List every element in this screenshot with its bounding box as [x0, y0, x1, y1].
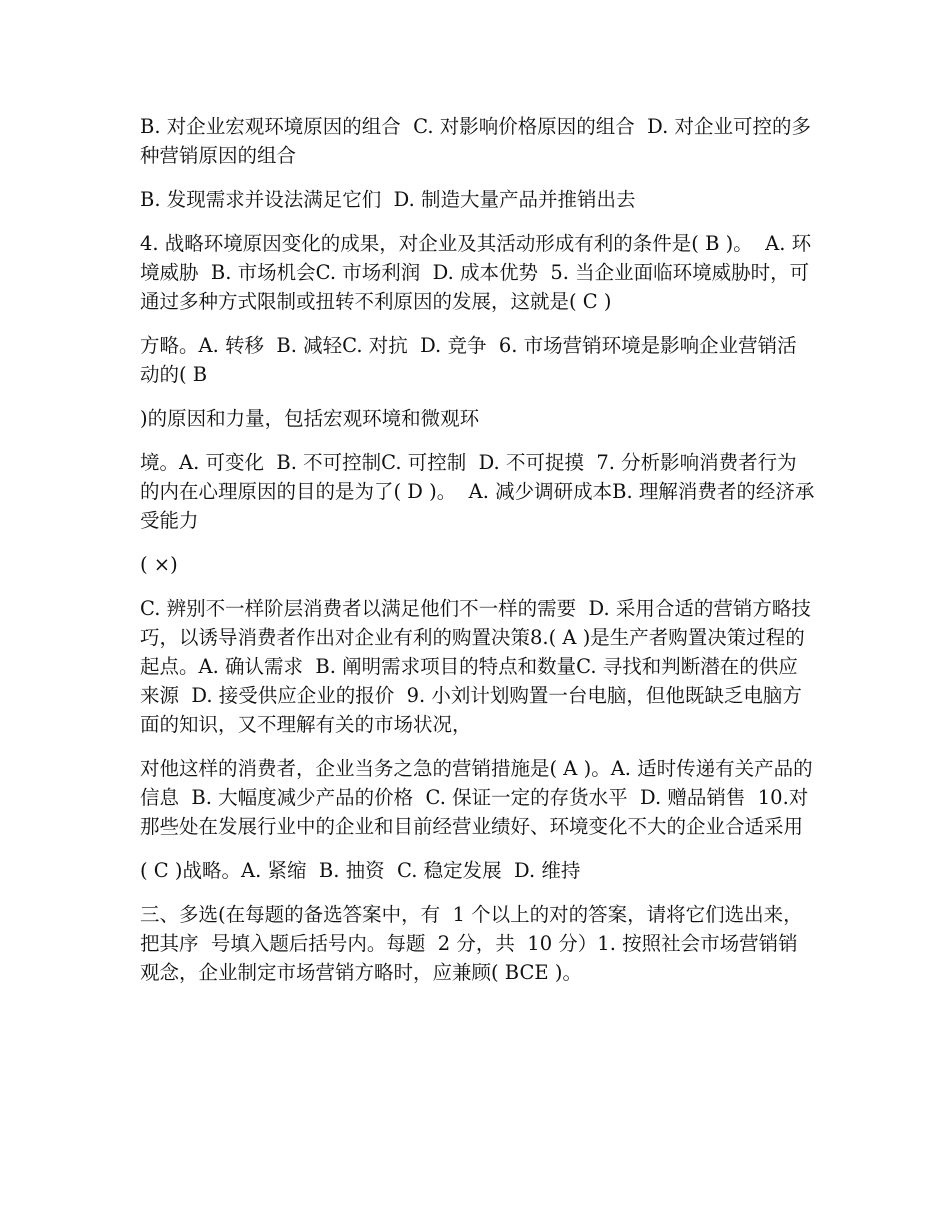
paragraph-9: 对他这样的消费者，企业当务之急的营销措施是( A )。A. 适时传递有关产品的信息 B. 大幅度减少产品的价格 C. 保证一定的存货水平 D. 赠品销售 10.对那些处在发展行业中的企业和目前经营业绩好、环境变化不大的企业合适采用 [140, 757, 813, 838]
paragraph-10: ( C )战略。A. 紧缩 B. 抽资 C. 稳定发展 D. 维持 [140, 859, 581, 882]
paragraph-11: 三、多选(在每题的备选答案中，有 1 个以上的对的答案，请将它们选出来，把其序 号填入题后括号内。每题 2 分，共 10 分）1. 按照社会市场营销销观念，企业制定市场营销方略时，应兼顾( BCE )。 [140, 903, 803, 984]
paragraph-2: B. 发现需求并设法满足它们 D. 制造大量产品并推销出去 [140, 188, 636, 211]
paragraph-3: 4. 战略环境原因变化的成果，对企业及其活动形成有利的条件是( B )。 A. 环境威胁 B. 市场机会C. 市场利润 D. 成本优势 5. 当企业面临环境威胁时，可通过多种方式限制或扭转不利原因的发展，这就是( C ) [140, 232, 812, 313]
paragraph-1: B. 对企业宏观环境原因的组合 C. 对影响价格原因的组合 D. 对企业可控的多种营销原因的组合 [140, 115, 811, 167]
paragraph-7: ( ×) [140, 553, 178, 576]
paragraph-5: )的原因和力量，包括宏观环境和微观环 [140, 407, 480, 430]
paragraph-4: 方略。A. 转移 B. 减轻C. 对抗 D. 竞争 6. 市场营销环境是影响企业营销活动的( B [140, 334, 797, 386]
paragraph-8: C. 辨别不一样阶层消费者以满足他们不一样的需要 D. 采用合适的营销方略技巧，以诱导消费者作出对企业有利的购置决策8.( A )是生产者购置决策过程的起点。A. 确认需求 B. 阐明需求项目的特点和数量C. 寻找和判断潜在的供应来源 D. 接受供应企业的报价 9. 小刘计划购置一台电脑，但他既缺乏电脑方面的知识，又不理解有关的市场状况， [140, 597, 811, 736]
document-body [140, 112, 816, 1002]
paragraph-6: 境。A. 可变化 B. 不可控制C. 可控制 D. 不可捉摸 7. 分析影响消费者行为的内在心理原因的目的是为了( D )。 A. 减少调研成本B. 理解消费者的经济承受能力 [140, 451, 815, 532]
